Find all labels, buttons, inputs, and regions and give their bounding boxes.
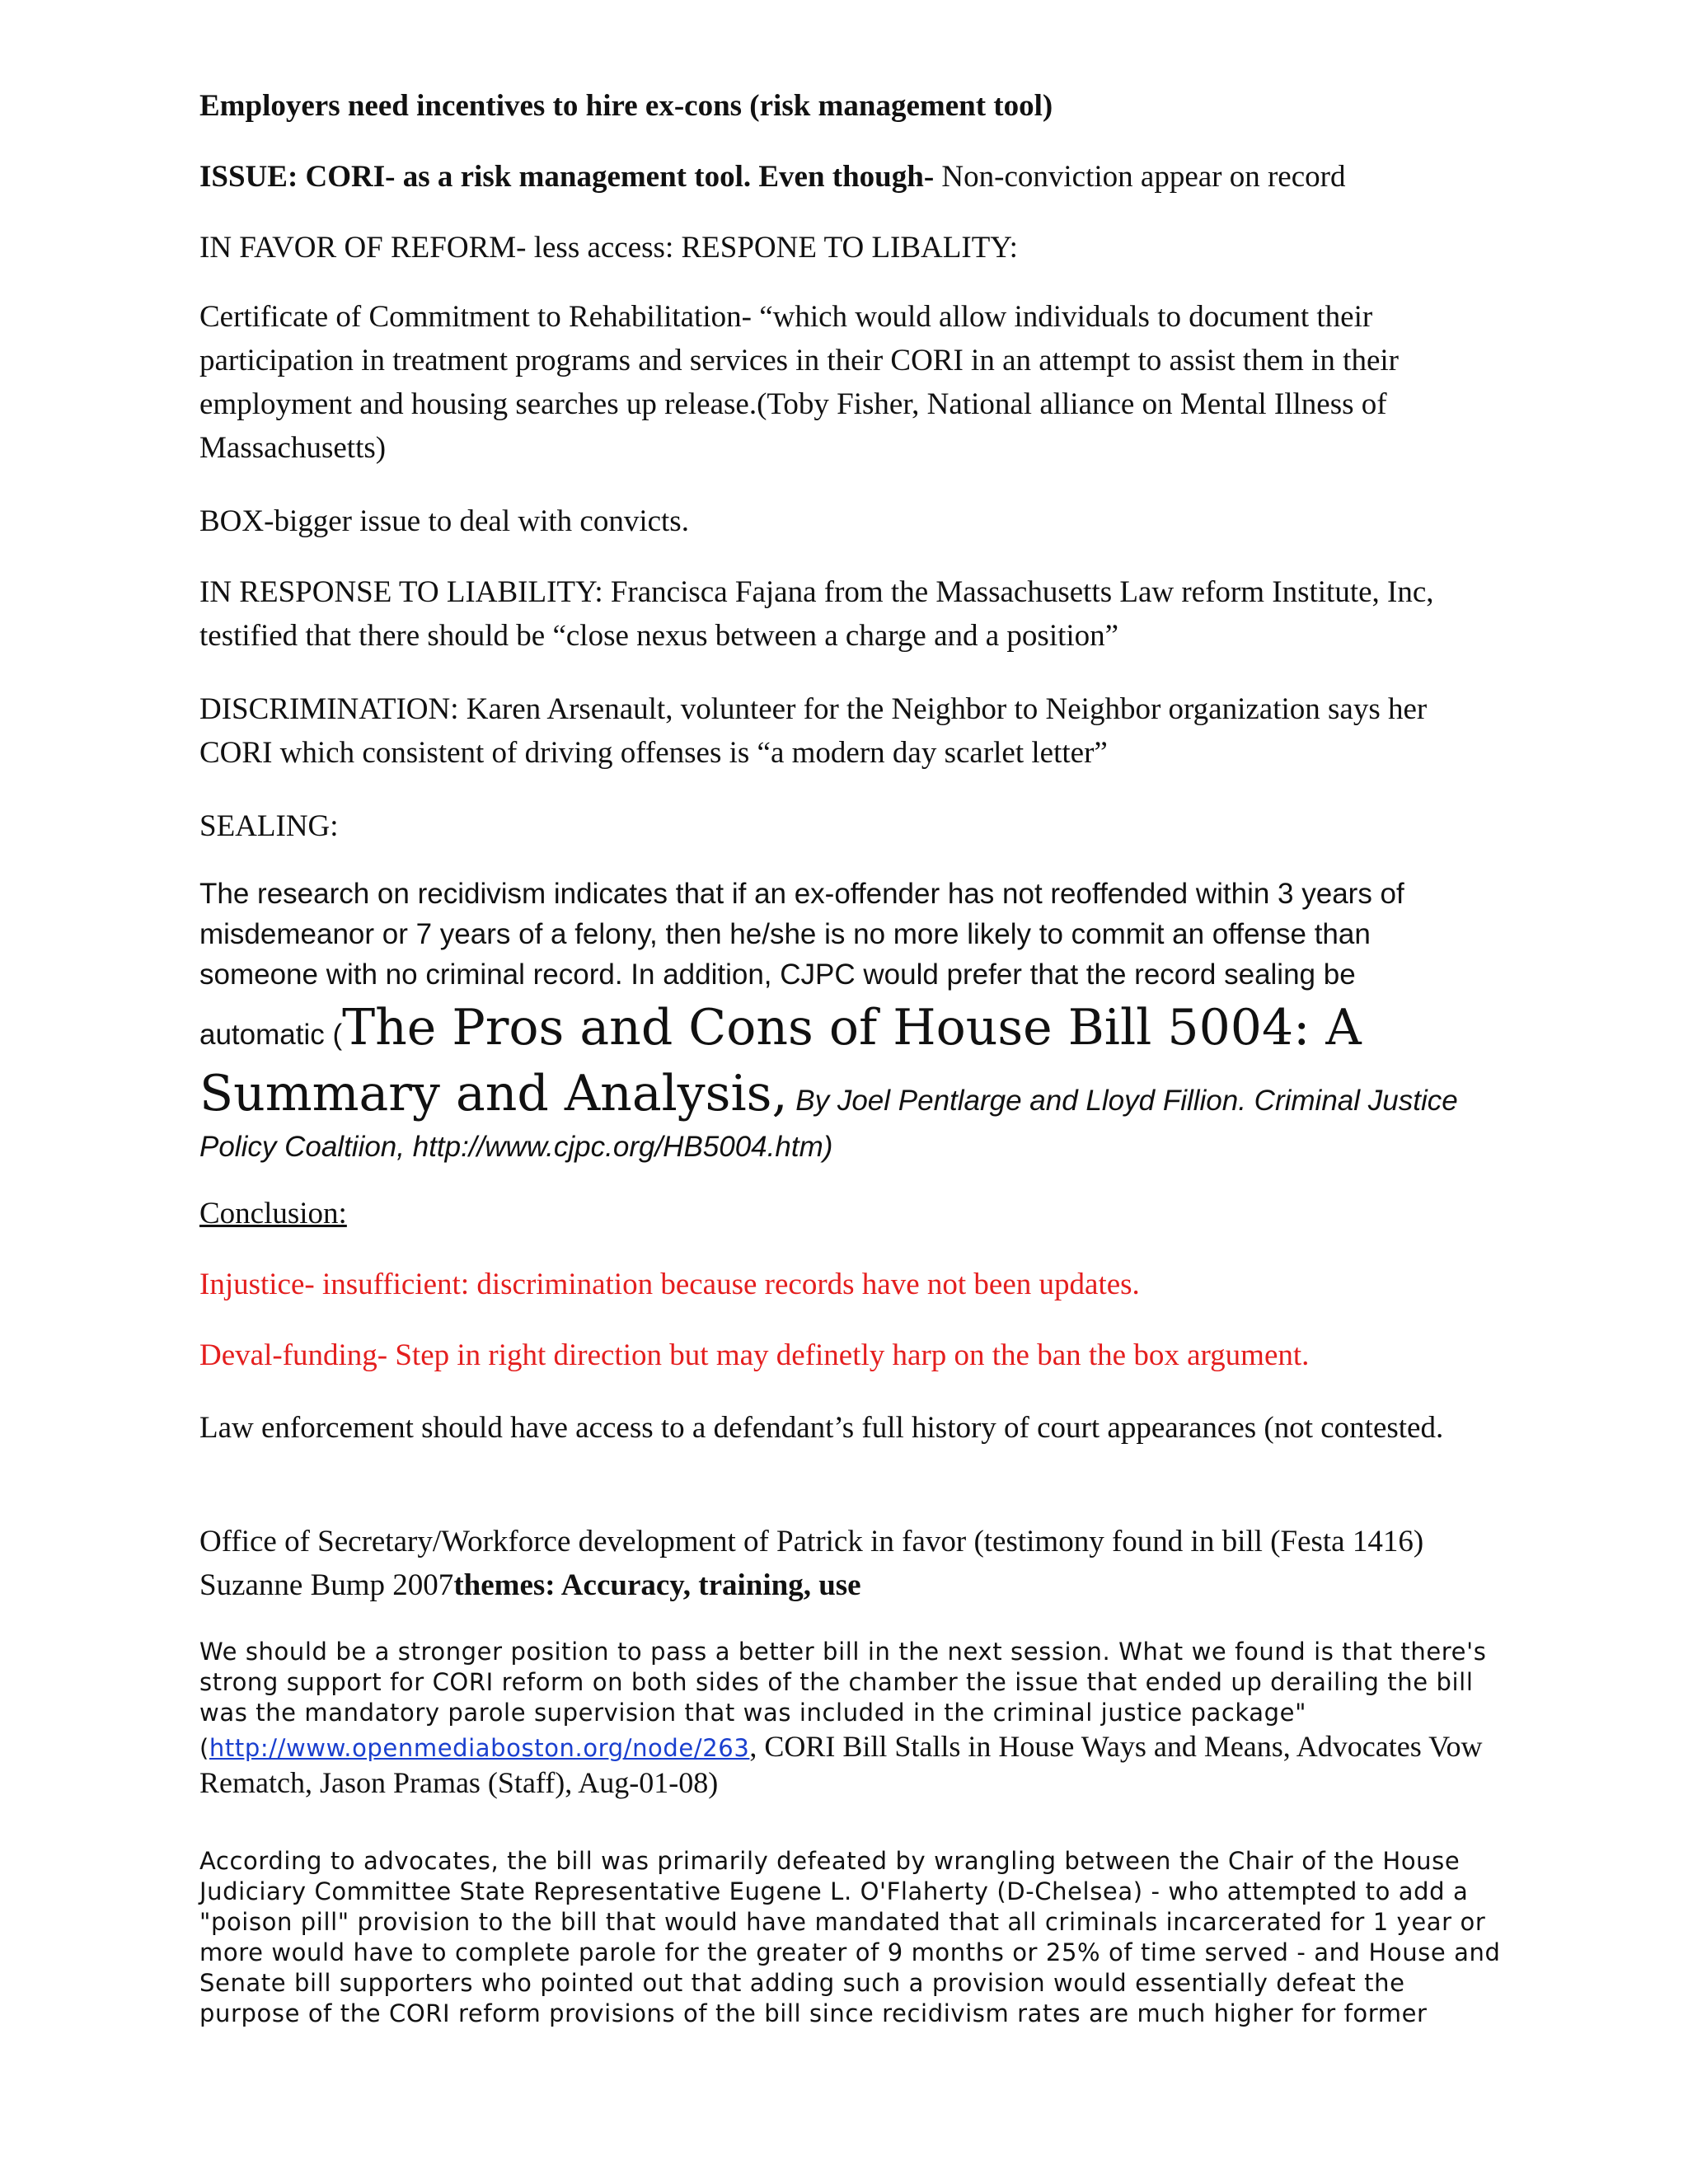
liability-paragraph: IN RESPONSE TO LIABILITY: Francisca Fajana from the Massachusetts Law reform Institute, Inc, testified that there should be “close nexus between a charge and a position”	[199, 575, 1434, 653]
box-paragraph: BOX-bigger issue to deal with convicts.	[199, 504, 689, 538]
recidivism-text: The research on recidivism indicates that if an ex-offender has not reoffended within 3 years of misdemeanor or 7 years of a felony, then he/she is no more likely to commit an offense than someone with no criminal record. In addition, CJPC would prefer that the record sealing be automatic (	[199, 878, 1404, 1051]
discrimination-paragraph: DISCRIMINATION: Karen Arsenault, volunteer for the Neighbor to Neighbor organization says her CORI which consistent of driving offenses is “a modern day scarlet letter”	[199, 692, 1428, 770]
injustice-line: Injustice- insufficient: discrimination because records have not been updates.	[199, 1268, 1140, 1301]
advocates-paragraph: According to advocates, the bill was primarily defeated by wrangling between the Chair of the House Judiciary Committee State Representative Eugene L. O'Flaherty (D-Chelsea) - who attempted to add a "poison pill" provision to the bill that would have mandated that all criminals incarcerated for 1 year or more would have to complete parole for the greater of 9 months or 25% of time served - and House and Senate bill supporters who pointed out that adding such a provision would essentially defeat the purpose of the CORI reform provisions of the bill since recidivism rates are much higher for former	[199, 1847, 1501, 2027]
law-enforcement-paragraph: Law enforcement should have access to a defendant’s full history of court appearances (not contested.	[199, 1411, 1444, 1445]
office-of-secretary-paragraph	[199, 1520, 1485, 1607]
themes-text: themes: Accuracy, training, use	[453, 1568, 861, 1602]
conclusion-heading: Conclusion:	[199, 1197, 347, 1230]
bill-5004-title: The Pros and Cons of House Bill 5004: A Summary and Analysis,	[199, 999, 1362, 1122]
deval-funding-line: Deval-funding- Step in right direction but may definetly harp on the ban the box argument.	[199, 1338, 1310, 1372]
heading-employers-incentives: Employers need incentives to hire ex-cons (risk management tool)	[199, 89, 1053, 123]
stronger-position-paragraph	[199, 1637, 1502, 1801]
cori-bill-citation: , CORI Bill Stalls in House Ways and Means, Advocates Vow Rematch, Jason Pramas (Staff), Aug-01-08)	[199, 1730, 1483, 1799]
issue-label: ISSUE: CORI- as a risk management tool. Even though-	[199, 160, 935, 194]
bill-5004-citation: By Joel Pentlarge and Lloyd Fillion. Criminal Justice Policy Coaltiion, http://www.cjpc.org/HB5004.htm)	[199, 1085, 1458, 1163]
issue-text: Non-conviction appear on record	[934, 160, 1346, 194]
sealing-heading: SEALING:	[199, 809, 339, 843]
in-favor-of-reform-paragraph: IN FAVOR OF REFORM- less access: RESPONE TO LIBALITY:	[199, 231, 1018, 265]
certificate-paragraph: Certificate of Commitment to Rehabilitation- “which would allow individuals to document their participation in treatment programs and services in their CORI in an attempt to assist them in their employment and housing searches up release.(Toby Fisher, National alliance on Mental Illness of Massachusetts)	[199, 300, 1399, 465]
openmediaboston-link[interactable]: http://www.openmediaboston.org/node/263	[209, 1734, 750, 1762]
issue-paragraph	[199, 155, 1502, 199]
recidivism-paragraph	[199, 874, 1485, 1167]
stronger-position-quote: We should be a stronger position to pass a better bill in the next session. What we found is that there's strong support for CORI reform on both sides of the chamber the issue that ended up derailing the bill was the mandatory parole supervision that was included in the criminal justice package"(	[199, 1638, 1487, 1762]
office-text: Office of Secretary/Workforce development of Patrick in favor (testimony found in bill (Festa 1416) Suzanne Bump 2007	[199, 1525, 1424, 1602]
